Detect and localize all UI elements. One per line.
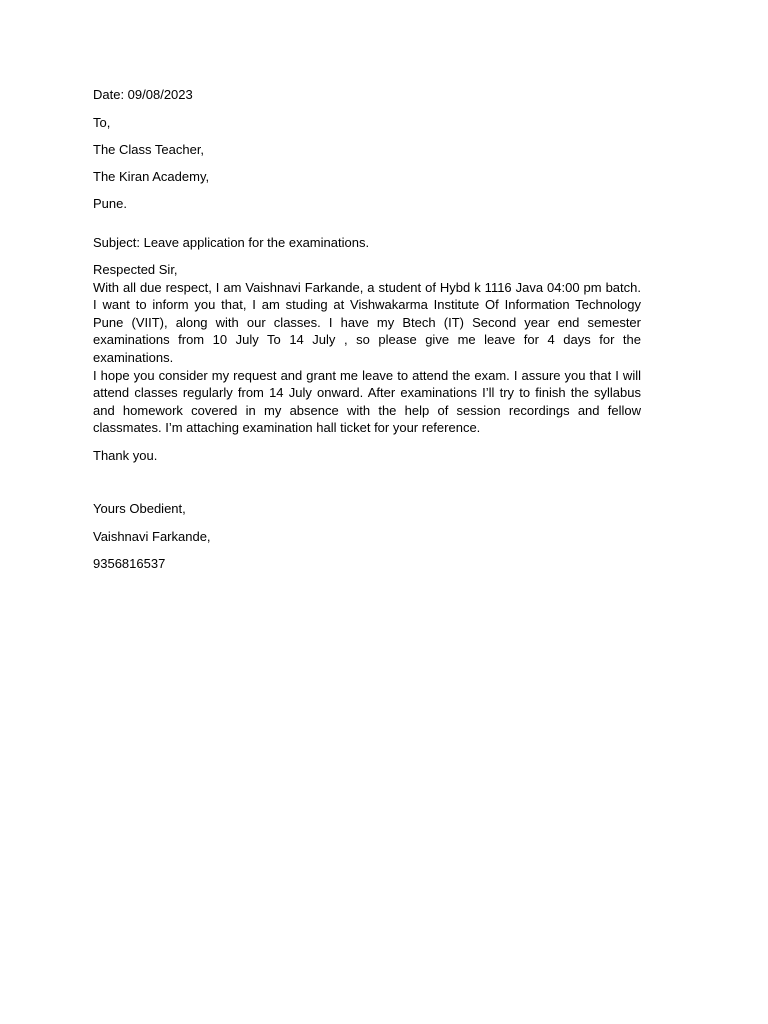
letter-body-paragraph-1: With all due respect, I am Vaishnavi Farkande, a student of Hybd k 1116 Java 04:00 pm batch. I want to inform you that, I am studing at Vishwakarma Institute Of Information Technology Pune (VIIT), along with our classes. I have my Btech (IT) Second year end semester examinations from 10 July To 14 July , so please give me leave for 4 days for the examinations. <box>93 279 641 366</box>
recipient-title: The Class Teacher, <box>93 142 205 158</box>
letter-subject: Subject: Leave application for the examinations. <box>93 234 370 250</box>
letter-salutation: Respected Sir, <box>93 262 178 278</box>
letter-closing: Yours Obedient, <box>93 501 186 517</box>
leave-letter <box>93 86 641 573</box>
letter-thanks: Thank you. <box>93 447 158 463</box>
recipient-city: Pune. <box>93 196 127 212</box>
recipient-org: The Kiran Academy, <box>93 169 210 185</box>
phone-number: 9356816537 <box>93 556 166 572</box>
letter-date: Date: 09/08/2023 <box>93 87 193 102</box>
letter-body-paragraph-2: I hope you consider my request and grant me leave to attend the exam. I assure you that I will attend classes regularly from 14 July onward. After examinations I’ll try to finish the syllabus and homework covered in my absence with the help of session recordings and fellow classmates. I’m attaching examination hall ticket for your reference. <box>93 367 641 436</box>
letter-to: To, <box>93 114 111 130</box>
signature-name: Vaishnavi Farkande, <box>93 528 211 544</box>
